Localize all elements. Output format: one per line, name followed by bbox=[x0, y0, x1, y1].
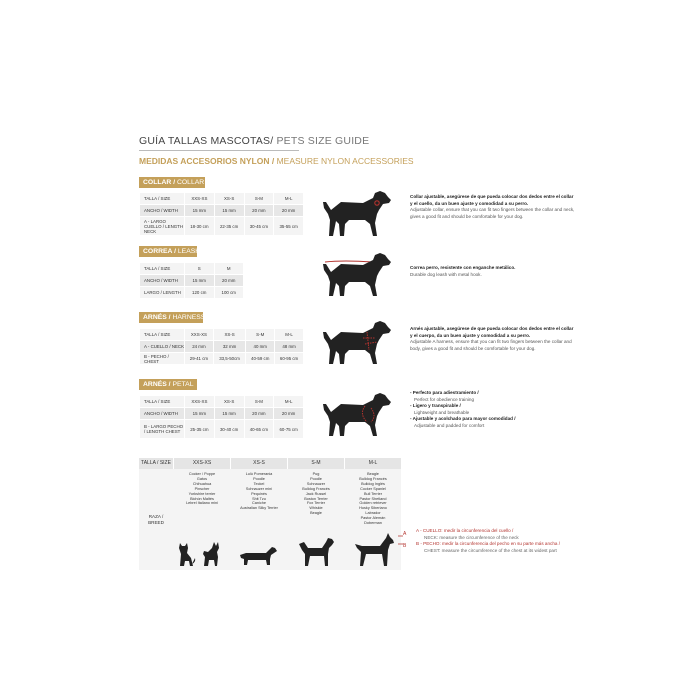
table-cell: XXS-XS bbox=[185, 329, 214, 341]
table-cell: ANCHO / WIDTH bbox=[140, 275, 185, 287]
petal-bullet-1-en: Perfect for obedience training bbox=[414, 396, 475, 402]
table-row bbox=[140, 193, 304, 205]
table-cell: B - LARGO PECHO / LENGTH CHEST bbox=[140, 420, 185, 439]
table-row bbox=[140, 396, 304, 408]
table-cell: XS-S bbox=[213, 329, 245, 341]
table-cell: TALLA / SIZE bbox=[140, 193, 185, 205]
table-cell: 33,5-50cm bbox=[213, 353, 245, 365]
petal-bullet-3-en: Adjustable and padded for comfort bbox=[414, 422, 485, 428]
list-item: Doberman bbox=[364, 521, 382, 526]
collar-desc-en: Adjustable collar, ensure that you can fit two fingers between the collar and neck, gives a good fit and should be comfortable for your dog. bbox=[410, 207, 575, 219]
title-rule bbox=[139, 150, 299, 151]
table-cell: 35-55 cm bbox=[274, 217, 304, 236]
collar-section-header bbox=[139, 177, 205, 188]
list-item: Boston Terrier bbox=[304, 496, 328, 501]
table-row bbox=[140, 353, 304, 365]
list-item: Husky Siberiano bbox=[359, 506, 387, 511]
table-row bbox=[140, 408, 304, 420]
dog-harness-icon bbox=[323, 320, 393, 366]
list-item: Pastor Shetland bbox=[359, 496, 387, 501]
table-cell: 24 mm bbox=[185, 341, 214, 353]
list-item: Bull Terrier bbox=[363, 491, 383, 496]
table-cell: 15 mm bbox=[185, 205, 215, 217]
table-cell: S-M bbox=[246, 329, 275, 341]
leash-desc-en: Durable dog leash with metal hook. bbox=[410, 271, 482, 277]
dog-petal-harness-icon bbox=[323, 392, 393, 438]
table-cell: LARGO / LENGTH bbox=[140, 287, 185, 299]
harness-section-header bbox=[139, 312, 206, 323]
table-cell: 29-41 cm bbox=[185, 353, 214, 365]
list-item: Golden retriever bbox=[359, 501, 387, 506]
table-row bbox=[140, 420, 304, 439]
table-cell: 15 mm bbox=[214, 205, 244, 217]
petal-description bbox=[410, 390, 575, 429]
table-cell: 20 mm bbox=[244, 205, 274, 217]
page-title bbox=[139, 135, 369, 147]
list-item: Bichón Maltés bbox=[190, 496, 214, 501]
table-cell: ANCHO / WIDTH bbox=[140, 205, 185, 217]
breed-col-header: M-L bbox=[345, 458, 402, 469]
breed-list-ml bbox=[345, 472, 401, 526]
table-row bbox=[140, 329, 304, 341]
list-item: Shit Tzu bbox=[252, 496, 266, 501]
list-item: Caniche bbox=[252, 501, 266, 506]
doberman-icon bbox=[352, 532, 396, 568]
petal-bullet-1-es: - Perfecto para adiestramiento / bbox=[410, 390, 479, 395]
table-cell: 100 cm bbox=[214, 287, 244, 299]
measure-marker-icon bbox=[396, 534, 407, 549]
petal-section-header bbox=[139, 379, 197, 390]
leash-section-header bbox=[139, 246, 201, 257]
legend-b-es: B - PECHO: medir la circunferencia del pecho en su parte más ancha / bbox=[416, 541, 561, 546]
list-item: Lebrel Italiano mini bbox=[186, 501, 218, 506]
table-cell: 25-35 cm bbox=[185, 420, 215, 439]
list-item: Jack Russel bbox=[305, 491, 327, 496]
table-cell: 18-30 cm bbox=[185, 217, 215, 236]
list-item: Schnauzer mini bbox=[245, 486, 273, 491]
table-cell: 60-95 cm bbox=[275, 353, 304, 365]
table-cell: XS-S bbox=[214, 193, 244, 205]
harness-head-es: ARNÉS / bbox=[143, 314, 173, 321]
list-item: Schnauzer bbox=[306, 481, 326, 486]
table-cell: 40-59 cm bbox=[246, 353, 275, 365]
page-subtitle bbox=[139, 156, 414, 166]
table-cell: S-M bbox=[244, 396, 274, 408]
table-cell: M bbox=[214, 263, 244, 275]
table-cell: A - LARGO CUELLO / LENGTH NECK bbox=[140, 217, 185, 236]
subtitle-en: MEASURE NYLON ACCESSORIES bbox=[276, 156, 414, 166]
table-cell: XXS-XS bbox=[185, 396, 215, 408]
collar-head-es: COLLAR / bbox=[143, 179, 177, 186]
table-cell: 32 mm bbox=[213, 341, 245, 353]
table-cell: TALLA / SIZE bbox=[140, 263, 185, 275]
list-item: Fox Terrier bbox=[306, 501, 326, 506]
table-cell: S bbox=[185, 263, 215, 275]
legend-b-en: CHEST: measure the circumference of the chest at its widest part bbox=[424, 547, 557, 553]
collar-head-en: COLLAR bbox=[176, 179, 205, 186]
legend-letter-b: B bbox=[403, 543, 407, 549]
legend-a-es: A - CUELLO: medir la circunferencia del cuello / bbox=[416, 528, 514, 533]
list-item: Cocker Spaniel bbox=[360, 486, 386, 491]
petal-bullet-2-en: Lightweight and breathable bbox=[414, 409, 470, 415]
list-item: Bulldog Inglés bbox=[361, 481, 385, 486]
list-item: Bulldog Francés bbox=[302, 486, 330, 491]
list-item: Poodle bbox=[253, 476, 265, 481]
list-item: Teckel bbox=[253, 481, 265, 486]
petal-head-es: ARNÉS / bbox=[143, 381, 173, 388]
legend-a-en: NECK: measure the circumference of the neck bbox=[424, 534, 519, 540]
harness-head-en: HARNESS bbox=[172, 314, 206, 321]
breed-list-xs bbox=[231, 472, 287, 511]
table-cell: 48 mm bbox=[275, 341, 304, 353]
subtitle-es: MEDIDAS ACCESORIOS NYLON / bbox=[139, 156, 277, 166]
list-item: Pastor Alemán bbox=[360, 516, 386, 521]
breed-col-header: S-M bbox=[288, 458, 345, 469]
table-cell: 30-40 cm bbox=[214, 420, 244, 439]
list-item: Whiskie bbox=[309, 506, 323, 511]
table-row bbox=[140, 217, 304, 236]
table-cell: 22-35 cm bbox=[214, 217, 244, 236]
leash-desc-es: Correa perro, resistente con enganche metálico. bbox=[410, 265, 516, 270]
table-cell: TALLA / SIZE bbox=[140, 329, 185, 341]
table-cell: M-L bbox=[274, 193, 304, 205]
list-item: Pug bbox=[312, 472, 320, 476]
list-item: Chihuahua bbox=[192, 481, 212, 486]
table-cell: 20 mm bbox=[274, 408, 304, 420]
table-row bbox=[140, 341, 304, 353]
breed-raza-label: RAZA / BREED bbox=[148, 514, 164, 525]
table-row bbox=[140, 263, 244, 275]
table-cell: 40 mm bbox=[246, 341, 275, 353]
leash-description bbox=[410, 265, 575, 278]
list-item: Beagle bbox=[367, 472, 379, 476]
dog-leash-icon bbox=[323, 252, 393, 300]
table-cell: ANCHO / WIDTH bbox=[140, 408, 185, 420]
leash-head-es: CORREA / bbox=[143, 248, 178, 255]
legend-letter-a: A bbox=[403, 531, 407, 537]
petal-table bbox=[139, 395, 304, 439]
table-cell: 30-45 cm bbox=[244, 217, 274, 236]
table-cell: A - CUELLO / NECK bbox=[140, 341, 185, 353]
table-row bbox=[140, 205, 304, 217]
list-item: Cocker / Poppe bbox=[188, 472, 216, 476]
harness-desc-en: Adjustable A harness, ensure that you can fit two fingers between the collar and body, gives a good fit and should be comfortable for your dog. bbox=[410, 339, 572, 351]
table-cell: TALLA / SIZE bbox=[140, 396, 185, 408]
poodle-icon bbox=[296, 536, 336, 568]
table-cell: 15 mm bbox=[185, 275, 215, 287]
table-cell: 40-65 cm bbox=[244, 420, 274, 439]
leash-head-en: LEASH bbox=[177, 248, 201, 255]
list-item: Yorkshire terrier bbox=[188, 491, 216, 496]
collar-table bbox=[139, 192, 304, 236]
table-cell: 20 mm bbox=[214, 275, 244, 287]
table-cell: 20 mm bbox=[274, 205, 304, 217]
list-item: Gatos bbox=[196, 476, 208, 481]
list-item: Australian Silky Terrier bbox=[240, 506, 278, 511]
collar-description bbox=[410, 194, 575, 220]
table-row bbox=[140, 275, 244, 287]
table-cell: M-L bbox=[275, 329, 304, 341]
table-cell: XS-S bbox=[214, 396, 244, 408]
list-item: Bulldog Francés bbox=[359, 476, 387, 481]
list-item: Pinscher bbox=[194, 486, 210, 491]
harness-description bbox=[410, 326, 575, 352]
breed-size-label: TALLA / SIZE bbox=[139, 458, 174, 469]
collar-desc-es: Collar ajustable, asegúrese de que pueda colocar dos dedos entre el collar y el cuello, da un buen ajuste y comodidad a su perro. bbox=[410, 194, 574, 206]
breed-list-xxs bbox=[174, 472, 230, 506]
table-cell: 15 mm bbox=[185, 408, 215, 420]
list-item: Beagle bbox=[310, 511, 322, 516]
dachshund-icon bbox=[238, 545, 278, 567]
petal-bullet-3-es: - Ajustable y acolchado para mayor comodidad / bbox=[410, 416, 516, 421]
table-cell: 15 mm bbox=[214, 408, 244, 420]
dog-collar-icon bbox=[323, 190, 393, 240]
table-cell: B - PECHO / CHEST bbox=[140, 353, 185, 365]
table-cell: XXS-XS bbox=[185, 193, 215, 205]
list-item: Pequinés bbox=[251, 491, 267, 496]
list-item: Poodle bbox=[310, 476, 322, 481]
list-item: Labrador bbox=[365, 511, 381, 516]
table-cell: 120 cm bbox=[185, 287, 215, 299]
harness-desc-es: Arnés ajustable, asegúrese de que pueda colocar dos dedos entre el collar y el cuerpo, da un buen ajuste y comodidad a su perro. bbox=[410, 326, 574, 338]
list-item: Lulú Pomerania bbox=[245, 472, 273, 476]
breed-col-header: XXS-XS bbox=[174, 458, 231, 469]
breed-list-sm bbox=[288, 472, 344, 516]
table-cell: S-M bbox=[244, 193, 274, 205]
table-cell: 60-75 cm bbox=[274, 420, 304, 439]
harness-table bbox=[139, 328, 304, 365]
title-es: GUÍA TALLAS MASCOTAS/ bbox=[139, 135, 274, 147]
petal-head-en: PETAL bbox=[172, 381, 194, 388]
table-cell: 20 mm bbox=[244, 408, 274, 420]
breed-col-header: XS-S bbox=[231, 458, 288, 469]
table-row bbox=[140, 287, 244, 299]
measurement-legend bbox=[416, 528, 586, 554]
cat-chihuahua-icon bbox=[176, 540, 226, 568]
petal-bullet-2-es: - Ligero y transpirable / bbox=[410, 403, 461, 408]
table-cell: M-L bbox=[274, 396, 304, 408]
title-en: PETS SIZE GUIDE bbox=[273, 135, 370, 147]
leash-table bbox=[139, 262, 244, 299]
